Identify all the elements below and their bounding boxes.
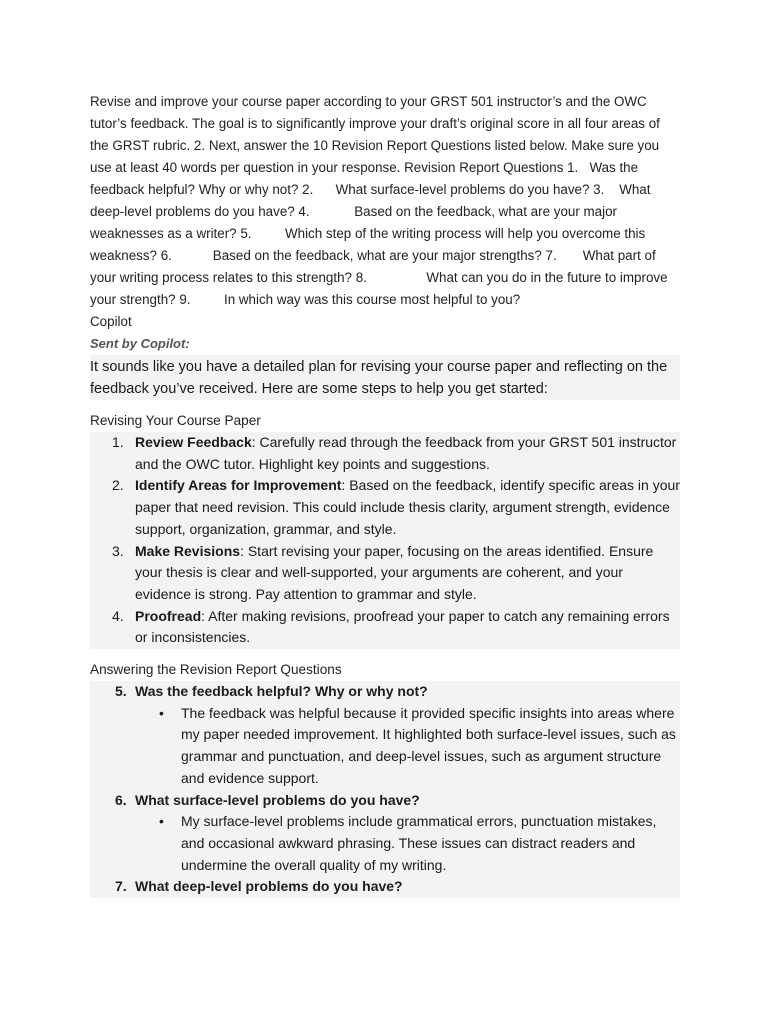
item-text: : After making revisions, proofread your paper to catch any remaining errors or inconsistencies. — [135, 607, 670, 646]
response-lead: It sounds like you have a detailed plan for revising your course paper and reflecting on the feedback you’ve received. Here are some steps to help you get started: — [90, 359, 668, 397]
list-number: 3. — [112, 542, 124, 559]
response-panel-2 — [90, 659, 680, 898]
question-item — [90, 790, 680, 877]
item-heading: Proofread — [135, 607, 202, 624]
item-text: : Start revising your paper, focusing on the areas identified. Ensure your thesis is clear and well-supported, your arguments are coherent, and your evidence is strong. Pay attention to grammar and style. — [135, 542, 654, 602]
bullet-icon: • — [159, 704, 164, 721]
question-item — [90, 681, 680, 790]
answer-list — [135, 811, 680, 876]
list-number: 4. — [112, 607, 124, 624]
document-page — [90, 91, 682, 898]
question-text: What surface-level problems do you have? — [135, 791, 420, 808]
item-heading: Make Revisions — [135, 542, 241, 559]
revising-steps-list — [90, 432, 680, 649]
list-item — [90, 606, 680, 649]
answer-text: The feedback was helpful because it provided specific insights into areas where my paper needed improvement. It highlighted both surface-level issues, such as grammar and punctuation, and deep-level issues, such as argument structure and evidence support. — [181, 704, 676, 786]
list-item — [90, 541, 680, 606]
item-heading: Review Feedback — [135, 434, 252, 450]
question-text: Was the feedback helpful? Why or why not? — [135, 683, 428, 700]
answer-text: My surface-level problems include grammatical errors, punctuation mistakes, and occasional awkward phrasing. These issues can distract readers and undermine the overall quality of my writing. — [181, 813, 657, 873]
item-text: : Carefully read through the feedback from your GRST 501 instructor and the OWC tutor. Highlight key points and suggestions. — [135, 434, 677, 472]
intro-paragraph: Revise and improve your course paper according to your GRST 501 instructor’s and the OWC tutor’s feedback. The goal is to significantly improve your draft’s original score in all four areas of the GRST rubric. 2. Next, answer the 10 Revision Report Questions listed below. Make sure you use at least 40 words per question in your response. Revision Report Questions 1. Was the feedback helpful? Why or why not? 2. What surface-level problems do you have? 3. What deep-level problems do you have? 4. Based on the feedback, what are your major weaknesses as a writer? 5. Which step of the writing process will help you overcome this weakness? 6. Based on the feedback, what are your major strengths? 7. What part of your writing process relates to this strength? 8. What can you do in the future to improve your strength? 9. In which way was this course most helpful to you? — [90, 94, 668, 307]
section-spacer — [90, 649, 682, 659]
question-item — [90, 876, 680, 898]
list-item — [90, 432, 680, 475]
question-text: What deep-level problems do you have? — [135, 878, 403, 895]
section-title-revising: Revising Your Course Paper — [90, 410, 680, 432]
list-number: 7. — [115, 878, 127, 895]
item-text: : Based on the feedback, identify specific areas in your paper that need revision. This could include thesis clarity, argument strength, evidence support, organization, grammar, and style. — [135, 477, 680, 537]
list-number: 5. — [115, 683, 127, 700]
answer-item — [135, 703, 680, 790]
answer-list — [135, 703, 680, 790]
list-number: 2. — [112, 477, 124, 494]
copilot-label: Copilot — [90, 314, 132, 329]
item-heading: Identify Areas for Improvement — [135, 477, 342, 494]
questions-list — [90, 681, 680, 898]
sent-by-label: Sent by Copilot: — [90, 336, 190, 351]
list-number: 1. — [112, 434, 124, 450]
list-number: 6. — [115, 791, 127, 808]
response-panel-1 — [90, 355, 680, 649]
section-title-questions: Answering the Revision Report Questions — [90, 659, 680, 681]
list-item — [90, 475, 680, 540]
bullet-icon: • — [159, 813, 164, 830]
answer-item — [135, 811, 680, 876]
